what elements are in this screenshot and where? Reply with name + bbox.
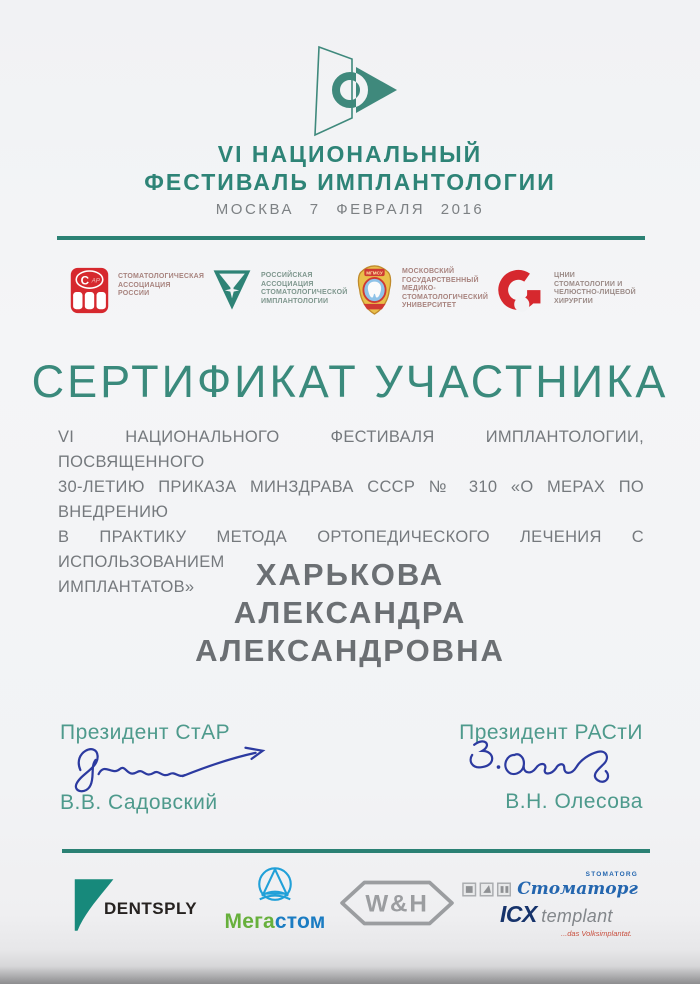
festival-date: МОСКВА 7 ФЕВРАЛЯ 2016 bbox=[215, 201, 485, 218]
org-rasi-label: РОССИЙСКАЯ АССОЦИАЦИЯ СТОМАТОЛОГИЧЕСКОЙ ИМПЛАНТОЛОГИИ bbox=[261, 272, 348, 305]
body-line: VI НАЦИОНАЛЬНОГО ФЕСТИВАЛЯ ИМПЛАНТОЛОГИИ, ПОСВЯЩЕННОГО bbox=[58, 428, 644, 471]
icx-wordmark: ICX bbox=[500, 901, 537, 927]
recipient-surname: ХАРЬКОВА bbox=[255, 557, 445, 592]
dentsply-wordmark: DENTSPLY bbox=[104, 899, 198, 918]
org-cniis-label: ЦНИИ СТОМАТОЛОГИИ И ЧЕЛЮСТНО-ЛИЦЕВОЙ ХИРУРГИИ bbox=[554, 272, 636, 305]
org-cniis bbox=[495, 267, 636, 315]
icx-logo bbox=[500, 901, 632, 938]
signer-name-left: В.В. Садовский bbox=[60, 791, 218, 814]
body-line: 30-ЛЕТИЮ ПРИКАЗА МИНЗДРАВА СССР № 310 «О МЕРАХ ПО ВНЕДРЕНИЮ bbox=[58, 478, 644, 521]
recipient-firstname: АЛЕКСАНДРА bbox=[233, 595, 467, 630]
icx-templant-label: templant bbox=[541, 906, 613, 926]
stomatorg-logo bbox=[462, 871, 638, 899]
body-line: В ПРАКТИКУ МЕТОДА ОРТОПЕДИЧЕСКОГО ЛЕЧЕНИЯ С ИСПОЛЬЗОВАНИЕМ bbox=[58, 528, 644, 571]
signature-role-right: Президент РАСтИ bbox=[459, 721, 643, 744]
signature-role-left: Президент СтАР bbox=[60, 721, 231, 744]
megastom-icon bbox=[254, 865, 296, 907]
wh-logo-icon bbox=[338, 876, 456, 930]
festival-title-line2: ФЕСТИВАЛЬ ИМПЛАНТОЛОГИИ bbox=[144, 169, 556, 195]
signature-right-icon bbox=[456, 732, 628, 794]
recipient-patronymic: АЛЕКСАНДРОВНА bbox=[195, 633, 505, 668]
star-logo-icon bbox=[70, 267, 109, 314]
org-mgmsu-label: МОСКОВСКИЙ ГОСУДАРСТВЕННЫЙ МЕДИКО- СТОМАТОЛОГИЧЕСКИЙ УНИВЕРСИТЕТ bbox=[402, 268, 489, 310]
signer-name-right: В.Н. Олесова bbox=[505, 790, 643, 813]
star-emblem-letters: АР bbox=[91, 277, 100, 285]
stomatorg-caps-label: STOMATORG bbox=[585, 871, 638, 878]
recipient-name bbox=[0, 556, 700, 670]
stomatorg-squares-icon bbox=[462, 882, 512, 897]
mgmsu-crest-label: МГМСУ bbox=[366, 270, 383, 276]
org-star-label: СТОМАТОЛОГИЧЕСКАЯ АССОЦИАЦИЯ РОССИИ bbox=[118, 273, 205, 298]
org-mgmsu bbox=[356, 263, 488, 317]
stomatorg-wordmark: Стоматорг bbox=[517, 879, 638, 899]
rasi-logo-icon bbox=[212, 265, 252, 315]
org-rasi bbox=[212, 265, 347, 315]
dentsply-logo bbox=[72, 876, 202, 936]
certificate-title: СЕРТИФИКАТ УЧАСТНИКА bbox=[31, 356, 669, 407]
megastom-logo bbox=[216, 865, 334, 934]
festival-logo-icon bbox=[291, 42, 403, 140]
icx-tagline: ...das Volksimplantat. bbox=[560, 929, 632, 938]
megastom-wordmark: Мегастом bbox=[224, 910, 326, 933]
star-emblem-letter: С bbox=[80, 274, 90, 288]
signature-left-icon bbox=[50, 737, 288, 797]
body-line: ИМПЛАНТАТОВ» bbox=[58, 578, 195, 596]
wh-wordmark: W&H bbox=[365, 890, 429, 918]
org-star bbox=[70, 267, 204, 314]
festival-title bbox=[0, 140, 700, 196]
mgmsu-crest-icon bbox=[356, 263, 393, 317]
top-divider bbox=[57, 236, 645, 240]
cniis-logo-icon bbox=[495, 267, 545, 315]
festival-title-line1: VI НАЦИОНАЛЬНЫЙ bbox=[217, 141, 483, 167]
bottom-divider bbox=[62, 849, 650, 853]
